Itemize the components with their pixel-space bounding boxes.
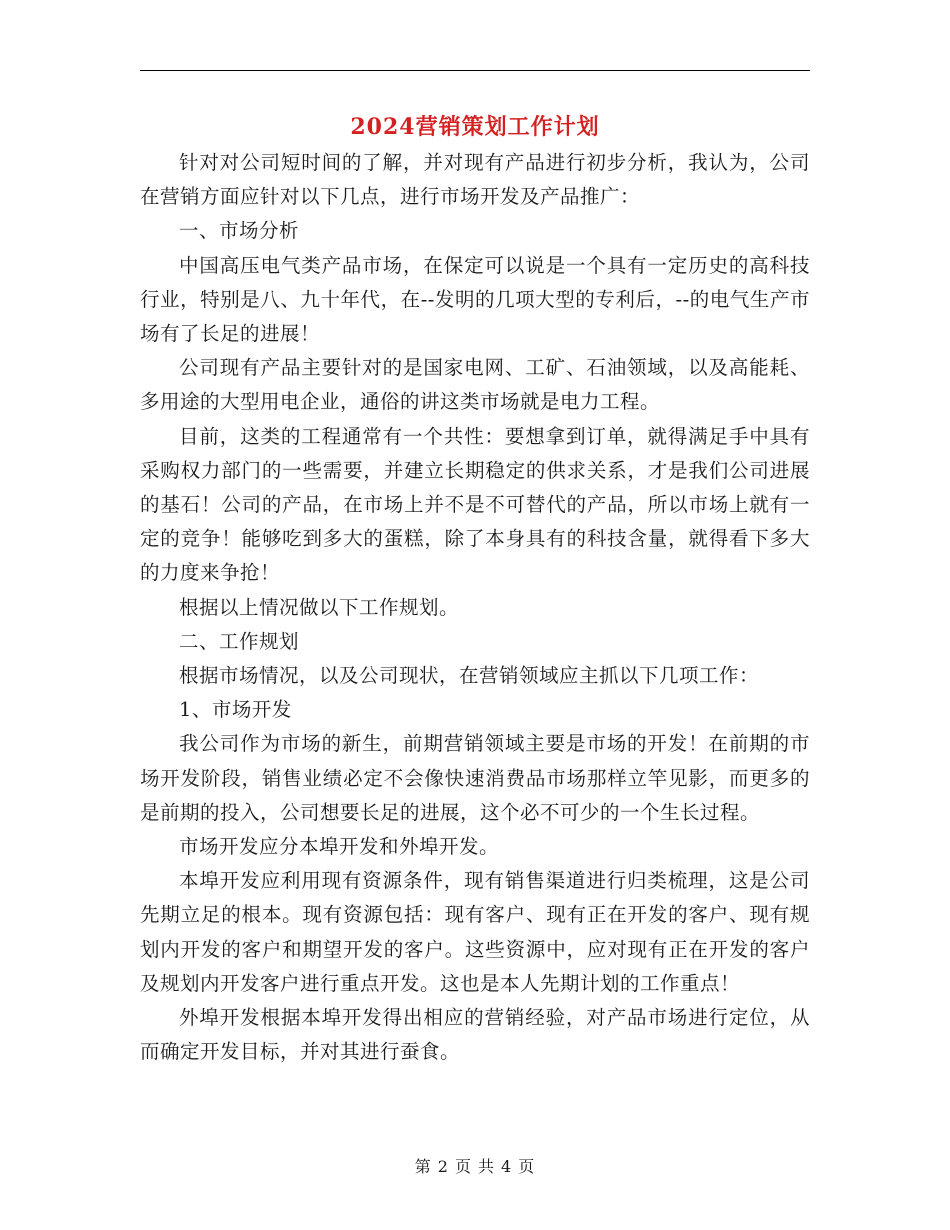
footer-prefix: 第 — [414, 1157, 432, 1176]
total-pages: 4 — [501, 1157, 513, 1176]
document-title: 2024营销策划工作计划 — [350, 114, 600, 140]
subheading-market-development: 1、市场开发 — [179, 698, 292, 722]
paragraph-development-stage: 我公司作为市场的新生，前期营销领域主要是市场的开发！在前期的市场开发阶段，销售业绩必定不会像快速消费品市场那样立竿见影，而更多的是前期的投入，公司想要长足的进展，这个必不可少的一个生长过程。 — [140, 732, 810, 824]
paragraph-competition: 目前，这类的工程通常有一个共性：要想拿到订单，就得满足手中具有采购权力部门的一些需要，并建立长期稳定的供求关系，才是我们公司进展的基石！公司的产品，在市场上并不是不可替代的产品，所以市场上就有一定的竞争！能够吃到多大的蛋糕，除了本身具有的科技含量，就得看下多大的力度来争抢！ — [140, 424, 810, 585]
footer-suffix: 页 — [518, 1157, 536, 1176]
document-body — [140, 146, 810, 1069]
paragraph-local-development: 本埠开发应利用现有资源条件，现有销售渠道进行归类梳理，这是公司先期立足的根本。现有资源包括：现有客户、现有正在开发的客户、现有规划内开发的客户和期望开发的客户。这些资源中，应对现有正在开发的客户及规划内开发客户进行重点开发。这也是本人先期计划的工作重点！ — [140, 869, 810, 995]
section-heading-market-analysis: 一、市场分析 — [179, 219, 300, 243]
header-rule — [140, 70, 810, 71]
page-number: 2 — [437, 1157, 449, 1176]
section-heading-work-plan: 二、工作规划 — [179, 629, 300, 653]
footer-middle: 页 共 — [454, 1157, 496, 1176]
paragraph-market-history: 中国高压电气类产品市场，在保定可以说是一个具有一定历史的高科技行业，特别是八、九十年代，在--发明的几项大型的专利后，--的电气生产市场有了长足的进展！ — [140, 253, 810, 346]
paragraph-plan-intro: 根据以上情况做以下工作规划。 — [179, 595, 460, 619]
paragraph-work-items: 根据市场情况，以及公司现状，在营销领域应主抓以下几项工作： — [179, 664, 760, 688]
page-footer — [0, 1154, 950, 1177]
paragraph-external-development: 外埠开发根据本埠开发得出相应的营销经验，对产品市场进行定位，从而确定开发目标，并对其进行蚕食。 — [140, 1006, 810, 1064]
paragraph-local-external: 市场开发应分本埠开发和外埠开发。 — [179, 835, 500, 859]
paragraph-intro: 针对对公司短时间的了解，并对现有产品进行初步分析，我认为，公司在营销方面应针对以下几点，进行市场开发及产品推广： — [140, 151, 810, 209]
paragraph-products: 公司现有产品主要针对的是国家电网、工矿、石油领域，以及高能耗、多用途的大型用电企业，通俗的讲这类市场就是电力工程。 — [140, 356, 810, 414]
